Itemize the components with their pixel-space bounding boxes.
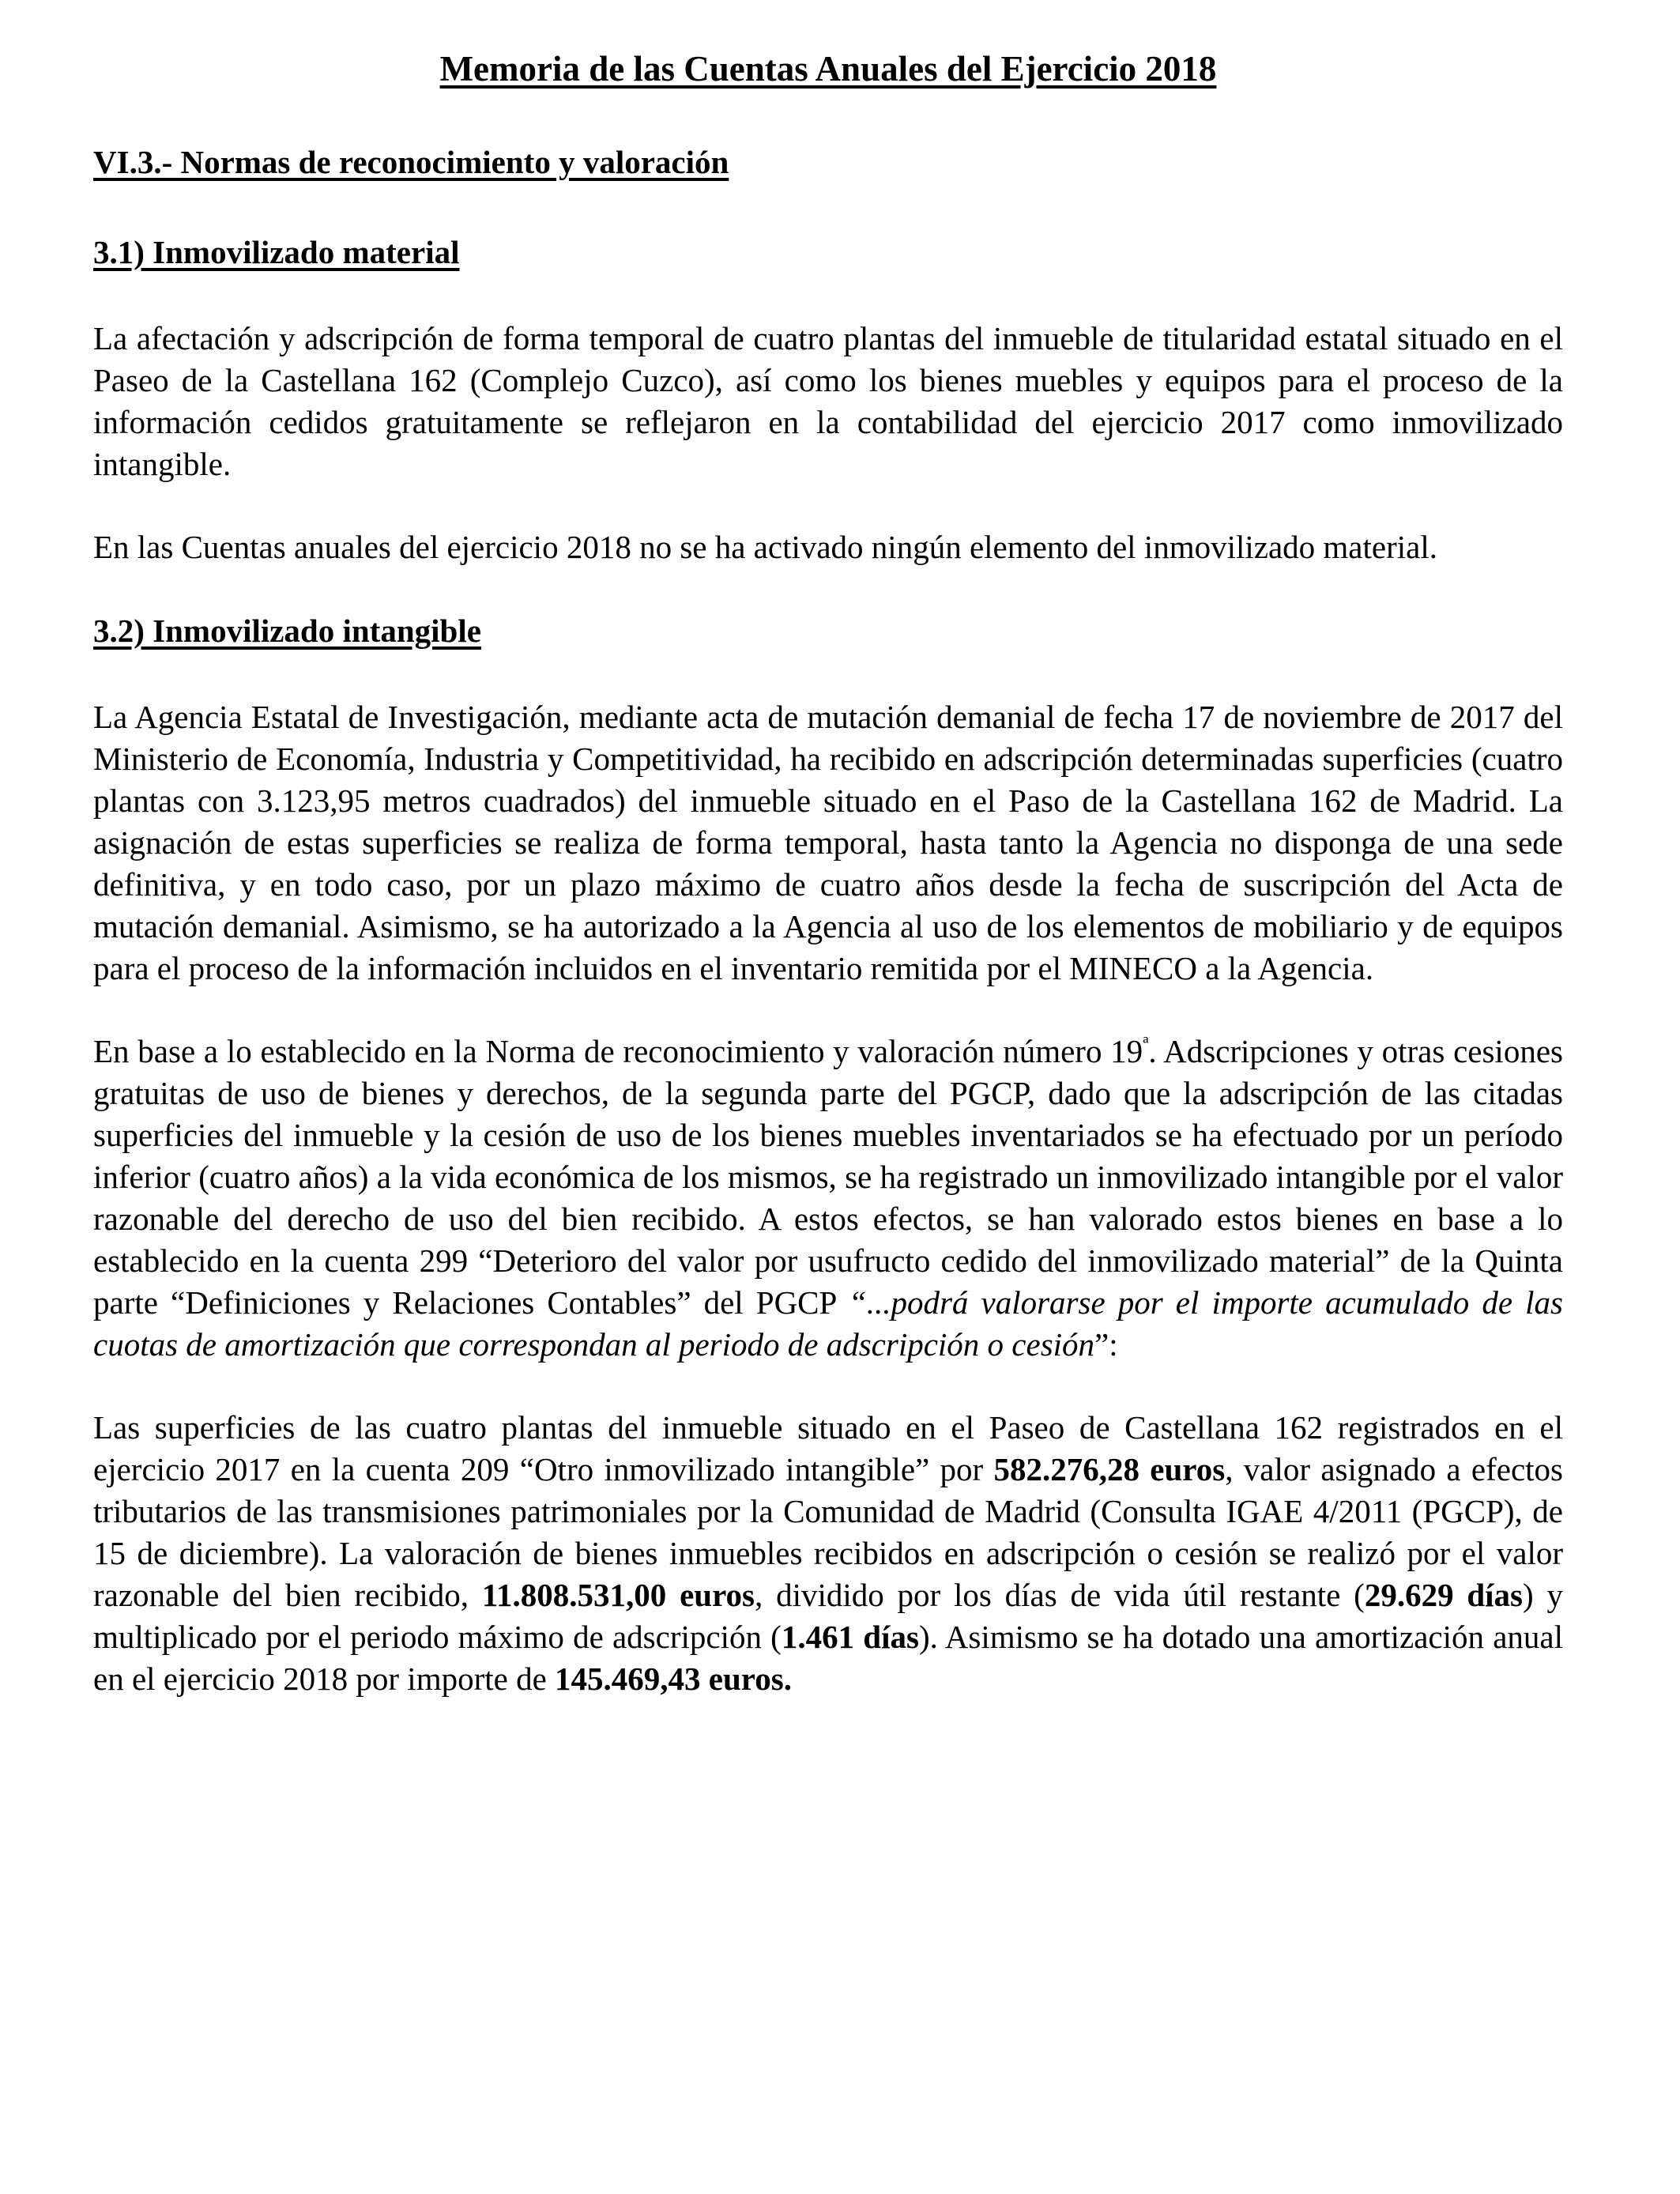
paragraph-text: ) y multiplicado por el periodo máximo de adscripción (	[93, 1577, 1563, 1655]
paragraph-text: . Adscripciones y otras cesiones gratuitas de uso de bienes y derechos, de la segunda parte del PGCP, dado que la adscripción de las citadas superficies del inmueble y la cesión de uso de los bienes muebles inventariados se ha efectuado por un período inferior (cuatro años) a la vida económica de los mismos, se ha registrado un inmovilizado intangible por el valor razonable del derecho de uso del bien recibido. A estos efectos, se han valorado estos bienes en base a lo establecido en la cuenta 299 “Deterioro del valor por usufructo cedido del inmovilizado material” de la Quinta parte “Definiciones y Relaciones Contables” del PGCP	[93, 1033, 1563, 1321]
paragraph-material-1: La afectación y adscripción de forma temporal de cuatro plantas del inmueble de titularidad estatal situado en el Paseo de la Castellana 162 (Complejo Cuzco), así como los bienes muebles y equipos para el proceso de la información cedidos gratuitamente se reflejaron en la contabilidad del ejercicio 2017 como inmovilizado intangible.	[93, 320, 1563, 482]
amount-bold: 582.276,28 euros	[993, 1451, 1226, 1487]
paragraph-text: En base a lo establecido en la Norma de reconocimiento y valoración número 19	[93, 1033, 1143, 1069]
days-bold: 29.629 días	[1364, 1577, 1524, 1613]
paragraph-text: , dividido por los días de vida útil restante (	[755, 1577, 1365, 1613]
paragraph-text: Las superficies de las cuatro plantas del inmueble situado en el Paseo de Castellana 162 registrados en el ejercicio 2017 en la cuenta 209 “Otro inmovilizado intangible” por	[93, 1409, 1563, 1487]
document-title: Memoria de las Cuentas Anuales del Ejercicio 2018	[439, 49, 1217, 89]
italic-quote: “...podrá valorarse por el importe acumulado de las cuotas de amortización que correspondan al periodo de adscripción o cesión	[93, 1284, 1563, 1363]
section-heading: VI.3.- Normas de reconocimiento y valoración	[93, 144, 729, 180]
amount-bold: 11.808.531,00 euros	[481, 1577, 755, 1613]
subsection-heading-inmovilizado-intangible: 3.2) Inmovilizado intangible	[93, 613, 481, 649]
subsection-heading-inmovilizado-material: 3.1) Inmovilizado material	[93, 234, 460, 270]
days-bold: 1.461 días	[781, 1619, 919, 1655]
paragraph-text: ”:	[1094, 1326, 1118, 1363]
paragraph-intangible-3	[93, 1407, 1563, 1700]
amount-bold: 145.469,43 euros.	[555, 1661, 792, 1697]
paragraph-intangible-2	[93, 1031, 1563, 1366]
paragraph-material-2: En las Cuentas anuales del ejercicio 2018 no se ha activado ningún elemento del inmovilizado material.	[93, 529, 1437, 565]
ordinal-superscript: ª	[1143, 1032, 1149, 1056]
paragraph-text: ). Asimismo se ha dotado una amortización anual en el ejercicio 2018 por importe de	[93, 1619, 1563, 1697]
paragraph-text: , valor asignado a efectos tributarios de las transmisiones patrimoniales por la Comunidad de Madrid (Consulta IGAE 4/2011 (PGCP), de 15 de diciembre). La valoración de bienes inmuebles recibidos en adscripción o cesión se realizó por el valor razonable del bien recibido,	[93, 1451, 1563, 1613]
paragraph-intangible-1: La Agencia Estatal de Investigación, mediante acta de mutación demanial de fecha 17 de noviembre de 2017 del Ministerio de Economía, Industria y Competitividad, ha recibido en adscripción determinadas superficies (cuatro plantas con 3.123,95 metros cuadrados) del inmueble situado en el Paso de la Castellana 162 de Madrid. La asignación de estas superficies se realiza de forma temporal, hasta tanto la Agencia no disponga de una sede definitiva, y en todo caso, por un plazo máximo de cuatro años desde la fecha de suscripción del Acta de mutación demanial. Asimismo, se ha autorizado a la Agencia al uso de los elementos de mobiliario y de equipos para el proceso de la información incluidos en el inventario remitida por el MINECO a la Agencia.	[93, 699, 1563, 986]
